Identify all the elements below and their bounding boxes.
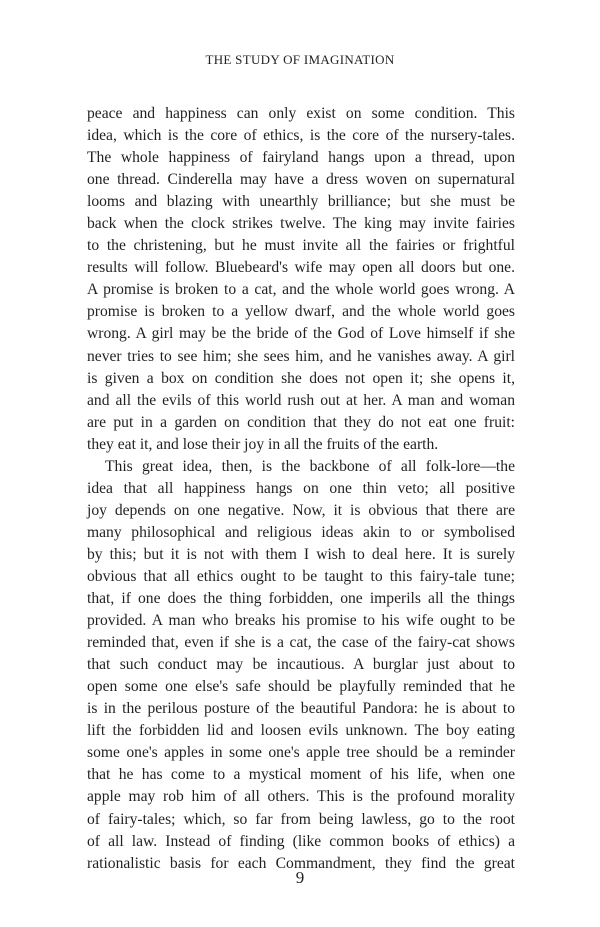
- text-line: looms and blazing with unearthly brilliance; but she must be: [87, 193, 515, 211]
- text-line: one thread. Cinderella may have a dress woven on supernatural: [87, 171, 515, 189]
- text-line: rationalistic basis for each Commandment, they find the great: [87, 854, 515, 872]
- text-line: are put in a garden on condition that they do not eat one fruit:: [87, 413, 515, 431]
- text-line: never tries to see him; she sees him, and he vanishes away. A girl: [87, 347, 515, 365]
- text-line: lift the forbidden lid and loosen evils unknown. The boy eating: [87, 722, 515, 740]
- text-line: some one's apples in some one's apple tree should be a reminder: [87, 744, 515, 762]
- text-line: is in the perilous posture of the beautiful Pandora: he is about to: [87, 700, 515, 718]
- text-line: that, if one does the thing forbidden, one imperils all the things: [87, 590, 515, 608]
- text-line: to the christening, but he must invite all the fairies or frightful: [87, 237, 515, 255]
- text-line: peace and happiness can only exist on some condition. This: [87, 105, 515, 122]
- text-line: provided. A man who breaks his promise to his wife ought to be: [87, 612, 515, 630]
- text-line: and all the evils of this world rush out at her. A man and woman: [87, 391, 515, 409]
- text-line: back when the clock strikes twelve. The king may invite fairies: [87, 215, 515, 233]
- text-line: results will follow. Bluebeard's wife may open all doors but one.: [87, 259, 515, 277]
- text-line: apple may rob him of all others. This is the profound morality: [87, 788, 515, 806]
- text-line: they eat it, and lose their joy in all the fruits of the earth.: [87, 435, 439, 453]
- text-line: that such conduct may be incautious. A burglar just about to: [87, 656, 515, 674]
- text-line: open some one else's safe should be playfully reminded that he: [87, 678, 515, 696]
- text-line: The whole happiness of fairyland hangs upon a thread, upon: [87, 149, 515, 167]
- running-head: THE STUDY OF IMAGINATION: [205, 52, 395, 67]
- text-line: is given a box on condition she does not open it; she opens it,: [87, 369, 515, 387]
- body-text: [87, 103, 515, 875]
- text-line: A promise is broken to a cat, and the whole world goes wrong. A: [87, 281, 515, 299]
- text-line: that he has come to a mystical moment of his life, when one: [87, 766, 515, 784]
- text-line: idea, which is the core of ethics, is the core of the nursery-tales.: [87, 127, 515, 145]
- text-line: by this; but it is not with them I wish to deal here. It is surely: [87, 545, 515, 563]
- page-number: 9: [295, 868, 305, 887]
- text-line: This great idea, then, is the backbone of all folk-lore—the: [105, 457, 515, 475]
- text-line: of fairy-tales; which, so far from being lawless, go to the root: [87, 810, 515, 828]
- text-line: many philosophical and religious ideas akin to or symbolised: [87, 523, 515, 541]
- text-line: of all law. Instead of finding (like common books of ethics) a: [87, 832, 515, 850]
- text-line: joy depends on one negative. Now, it is obvious that there are: [87, 501, 515, 519]
- text-line: idea that all happiness hangs on one thin veto; all positive: [87, 479, 515, 497]
- text-line: wrong. A girl may be the bride of the God of Love himself if she: [87, 325, 515, 343]
- text-line: promise is broken to a yellow dwarf, and the whole world goes: [87, 303, 515, 321]
- text-line: reminded that, even if she is a cat, the case of the fairy-cat shows: [87, 634, 515, 652]
- text-line: obvious that all ethics ought to be taught to this fairy-tale tune;: [87, 567, 515, 585]
